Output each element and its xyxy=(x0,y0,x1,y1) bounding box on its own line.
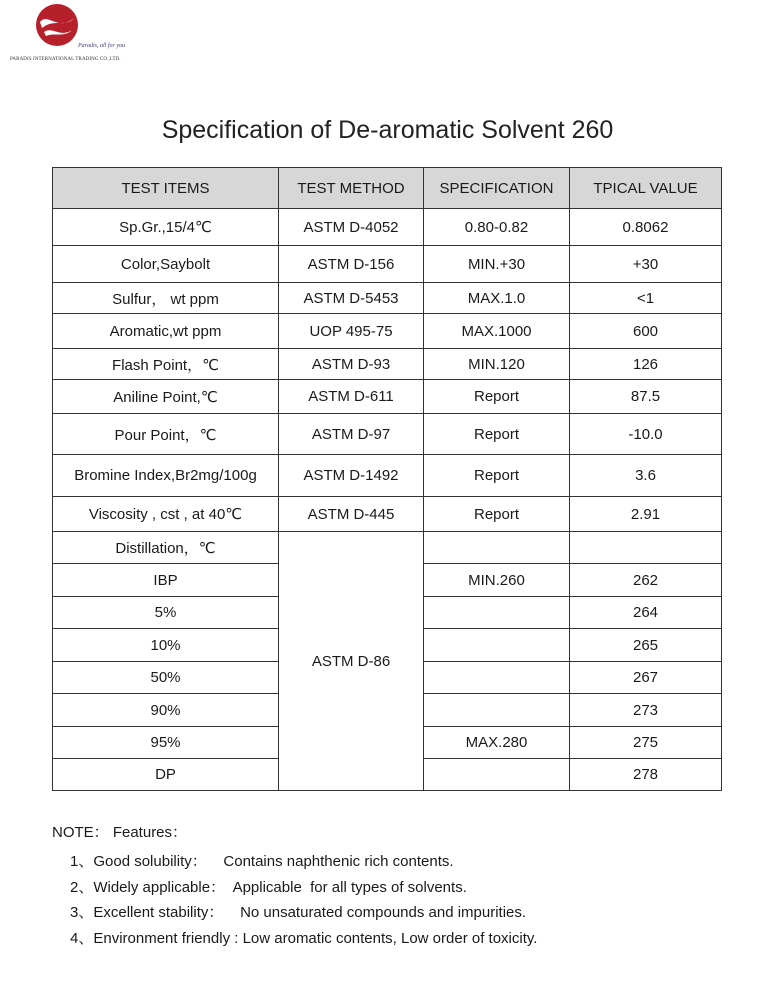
cell-spec xyxy=(424,629,570,662)
company-name: PARADIS INTERNATIONAL TRADING CO.,LTD. xyxy=(10,57,121,62)
cell-method: ASTM D-97 xyxy=(279,414,424,455)
note-number: 3、 xyxy=(70,904,94,921)
logo-slogan: Paradis, all for you xyxy=(78,43,126,49)
cell-item: DP xyxy=(53,759,279,791)
table-row xyxy=(53,380,722,414)
cell-spec: MAX.280 xyxy=(424,727,570,759)
cell-item: Viscosity , cst , at 40℃ xyxy=(53,497,279,532)
cell-item: Distillation，℃ xyxy=(53,532,279,564)
cell-item: 10% xyxy=(53,629,279,662)
cell-value: -10.0 xyxy=(570,414,722,455)
table-row xyxy=(53,314,722,349)
cell-value: 265 xyxy=(570,629,722,662)
cell-item: 5% xyxy=(53,597,279,629)
table-header-row xyxy=(53,168,722,209)
cell-item: Sp.Gr.,15/4℃ xyxy=(53,209,279,246)
cell-value: 3.6 xyxy=(570,455,722,497)
cell-method: ASTM D-445 xyxy=(279,497,424,532)
cell-spec xyxy=(424,662,570,694)
cell-spec: MIN.260 xyxy=(424,564,570,597)
notes-heading: NOTE： Features： xyxy=(52,824,188,841)
cell-item: Flash Point，℃ xyxy=(53,349,279,380)
note-number: 2、 xyxy=(70,878,94,896)
features-notes xyxy=(52,821,537,951)
cell-item: Bromine Index,Br2mg/100g xyxy=(53,455,279,497)
cell-method: ASTM D-611 xyxy=(279,380,424,414)
cell-spec xyxy=(424,759,570,791)
cell-spec: Report xyxy=(424,414,570,455)
table-row xyxy=(53,209,722,246)
cell-item: Sulfur， wt ppm xyxy=(53,283,279,314)
cell-value: 264 xyxy=(570,597,722,629)
column-header-test-method: TEST METHOD xyxy=(279,168,424,209)
cell-value: 278 xyxy=(570,759,722,791)
table-row xyxy=(53,246,722,283)
cell-method: ASTM D-93 xyxy=(279,349,424,380)
table-row xyxy=(53,455,722,497)
cell-method: ASTM D-5453 xyxy=(279,283,424,314)
cell-value: +30 xyxy=(570,246,722,283)
note-text: Widely applicable： Applicable for all types of solvents. xyxy=(93,878,467,896)
cell-spec: 0.80-0.82 xyxy=(424,209,570,246)
cell-item: Pour Point，℃ xyxy=(53,414,279,455)
cell-spec: MAX.1.0 xyxy=(424,283,570,314)
column-header-specification: SPECIFICATION xyxy=(424,168,570,209)
cell-spec xyxy=(424,532,570,564)
cell-method: ASTM D-156 xyxy=(279,246,424,283)
cell-method: ASTM D-1492 xyxy=(279,455,424,497)
cell-value: 275 xyxy=(570,727,722,759)
table-row xyxy=(53,532,722,564)
cell-value: 262 xyxy=(570,564,722,597)
cell-value: 600 xyxy=(570,314,722,349)
note-item xyxy=(70,900,537,926)
specification-table xyxy=(52,167,722,791)
note-item xyxy=(70,849,537,875)
cell-value: 0.8062 xyxy=(570,209,722,246)
note-text: Environment friendly : Low aromatic contents, Low order of toxicity. xyxy=(93,929,538,947)
cell-item: Color,Saybolt xyxy=(53,246,279,283)
note-text: Good solubility： Contains naphthenic rich contents. xyxy=(93,853,454,870)
cell-method: ASTM D-4052 xyxy=(279,209,424,246)
note-text: Excellent stability： No unsaturated compounds and impurities. xyxy=(93,904,527,921)
note-number: 4、 xyxy=(70,929,94,947)
cell-spec: MAX.1000 xyxy=(424,314,570,349)
cell-item: Aromatic,wt ppm xyxy=(53,314,279,349)
cell-spec: Report xyxy=(424,455,570,497)
cell-item: Aniline Point,℃ xyxy=(53,380,279,414)
cell-value: <1 xyxy=(570,283,722,314)
table-row xyxy=(53,414,722,455)
cell-item: 95% xyxy=(53,727,279,759)
logo-emblem-icon xyxy=(32,2,82,48)
page-title: Specification of De-aromatic Solvent 260 xyxy=(161,116,614,144)
note-item xyxy=(70,926,537,952)
table-row xyxy=(53,497,722,532)
cell-spec: MIN.120 xyxy=(424,349,570,380)
cell-method: UOP 495-75 xyxy=(279,314,424,349)
cell-spec: Report xyxy=(424,380,570,414)
cell-item: 90% xyxy=(53,694,279,727)
cell-spec: Report xyxy=(424,497,570,532)
column-header-typical-value: TPICAL VALUE xyxy=(570,168,722,209)
cell-value: 126 xyxy=(570,349,722,380)
cell-value: 267 xyxy=(570,662,722,694)
cell-value: 2.91 xyxy=(570,497,722,532)
cell-spec xyxy=(424,694,570,727)
note-item xyxy=(70,875,537,901)
cell-item: 50% xyxy=(53,662,279,694)
cell-method-distillation: ASTM D-86 xyxy=(279,532,424,791)
company-logo xyxy=(10,2,140,68)
note-number: 1、 xyxy=(70,853,94,870)
column-header-test-items: TEST ITEMS xyxy=(53,168,279,209)
cell-value: 87.5 xyxy=(570,380,722,414)
table-row xyxy=(53,349,722,380)
cell-value: 273 xyxy=(570,694,722,727)
cell-spec xyxy=(424,597,570,629)
cell-item: IBP xyxy=(53,564,279,597)
cell-spec: MIN.+30 xyxy=(424,246,570,283)
table-row xyxy=(53,283,722,314)
cell-value xyxy=(570,532,722,564)
